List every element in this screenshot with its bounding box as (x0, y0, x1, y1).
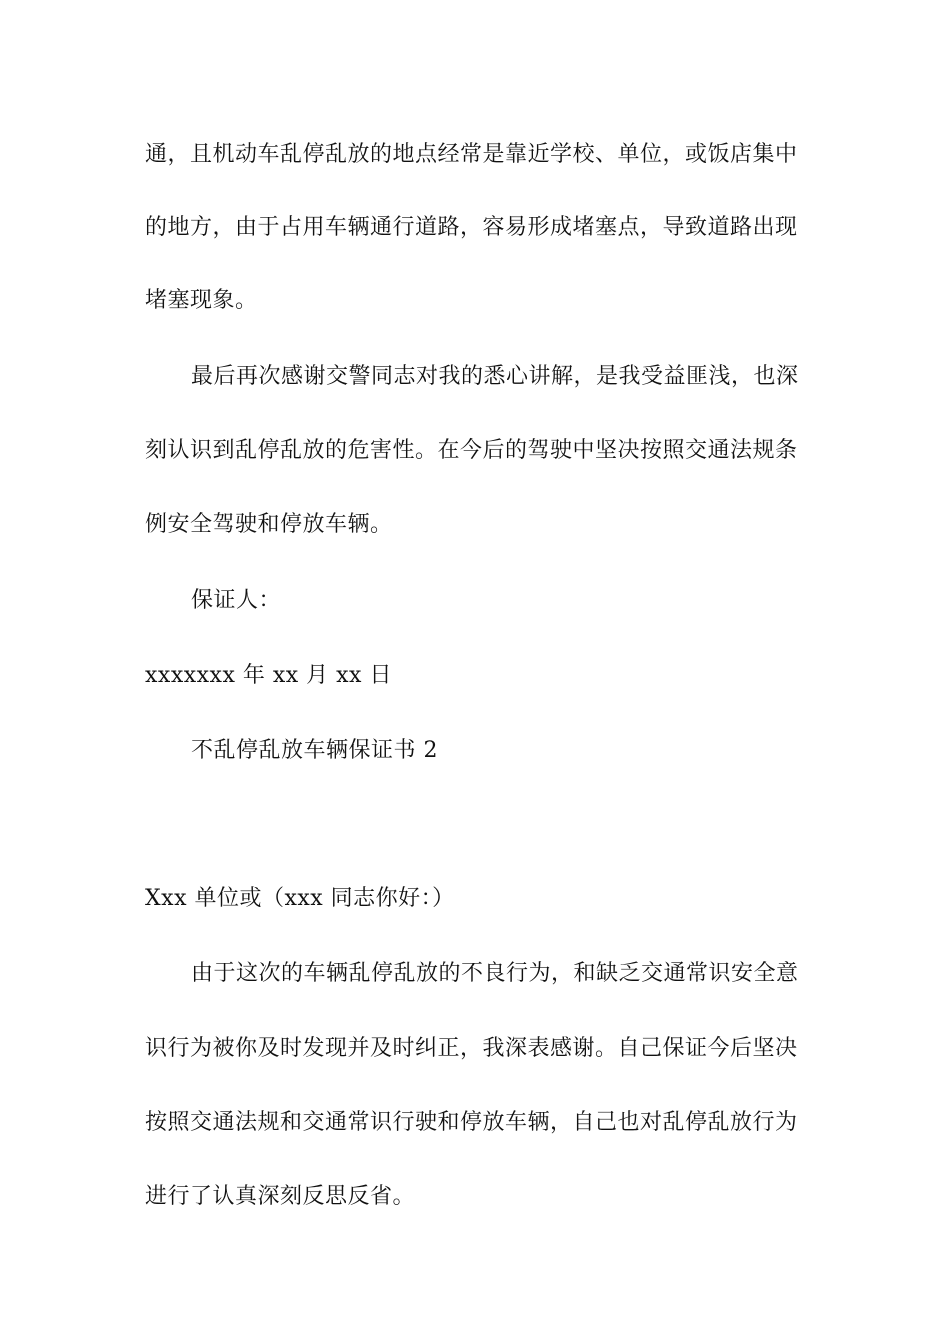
paragraph-line: 最后再次感谢交警同志对我的悉心讲解，是我受益匪浅，也深 (191, 364, 799, 389)
paragraph-line: 由于这次的车辆乱停乱放的不良行为，和缺乏交通常识安全意 (191, 961, 799, 986)
paragraph-line: 通，且机动车乱停乱放的地点经常是靠近学校、单位，或饭店集中 (145, 142, 798, 167)
paragraph-line: 进行了认真深刻反思反省。 (145, 1184, 416, 1209)
paragraph-line: 刻认识到乱停乱放的危害性。在今后的驾驶中坚决按照交通法规条 (145, 438, 798, 463)
date-line: xxxxxxx 年 xx 月 xx 日 (145, 663, 392, 688)
guarantor-label: 保证人： (191, 588, 282, 613)
paragraph-line: 例安全驾驶和停放车辆。 (145, 512, 393, 537)
section-title: 不乱停乱放车辆保证书 2 (191, 738, 438, 763)
salutation: Xxx 单位或（xxx 同志你好：） (145, 886, 455, 911)
paragraph-line: 的地方，由于占用车辆通行道路，容易形成堵塞点，导致道路出现 (145, 215, 798, 240)
paragraph-line: 堵塞现象。 (145, 288, 258, 313)
paragraph-line: 按照交通法规和交通常识行驶和停放车辆，自己也对乱停乱放行为 (145, 1110, 798, 1135)
paragraph-line: 识行为被你及时发现并及时纠正，我深表感谢。自己保证今后坚决 (145, 1036, 798, 1061)
